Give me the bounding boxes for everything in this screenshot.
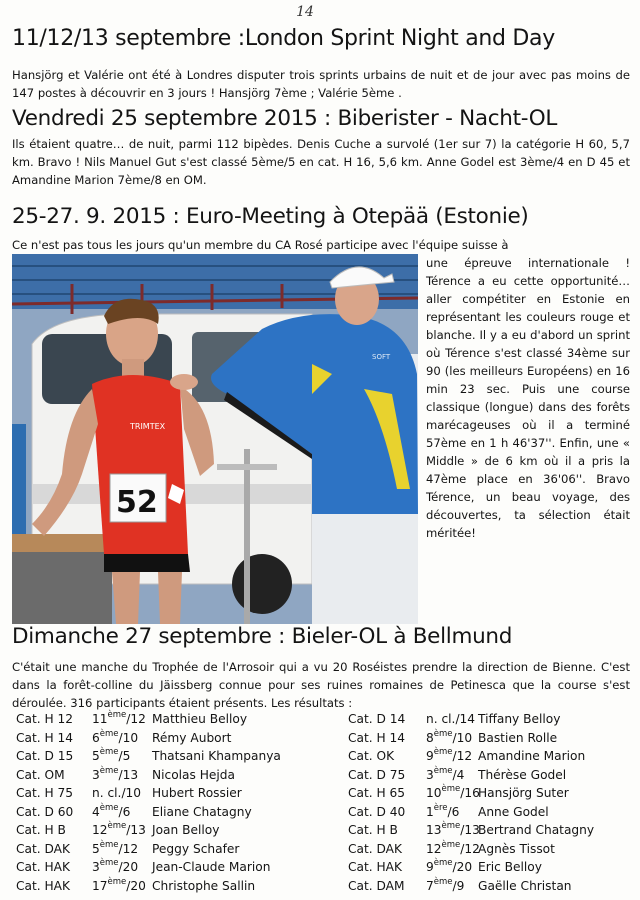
result-rank: 8ème/10 <box>426 728 473 745</box>
result-rank: 12ème/12 <box>426 839 480 856</box>
result-category: Cat. D 15 <box>16 749 74 763</box>
result-category: Cat. D 14 <box>348 712 406 726</box>
result-category: Cat. H 65 <box>348 786 406 800</box>
result-category: Cat. D 60 <box>16 804 74 819</box>
result-row: Cat. H 14 6ème/10 Rémy Aubort <box>16 729 152 748</box>
result-rank: 11ème/12 <box>92 710 146 726</box>
result-row: Cat. HAK 9ème/20 Eric Belloy <box>348 858 478 877</box>
result-category: Cat. DAK <box>348 841 403 856</box>
result-row: Cat. D 14 n. cl./14 Tiffany Belloy <box>348 710 478 729</box>
result-rank: 3ème/20 <box>92 858 139 874</box>
result-row: Cat. HAK 3ème/20 Jean-Claude Marion <box>16 858 152 877</box>
section-intro-euro-meeting: Ce n'est pas tous les jours qu'un membre du CA Rosé participe avec l'équipe suisse à <box>12 238 509 252</box>
result-rank: 9ème/20 <box>426 858 473 874</box>
result-row: Cat. D 15 5ème/5 Thatsani Khampanya <box>16 747 152 766</box>
result-category: Cat. H B <box>16 823 66 837</box>
result-row: Cat. H 65 10ème/16 Hansjörg Suter <box>348 784 478 803</box>
result-category: Cat. D 40 <box>348 804 406 819</box>
section-text-bieler-ol: C'était une manche du Trophée de l'Arrosoir qui a vu 20 Roséistes prendre la direction de Bienne. C'est dans la forêt-colline du Jäissberg connue pour ses ruines romaines de Petinesca que la course s'est déroulée. 316 participants étaient présents. Les résultats : <box>12 660 630 710</box>
result-row: Cat. H 75 n. cl./10 Hubert Rossier <box>16 784 152 803</box>
runner-shirt-logo: TRIMTEX <box>130 422 166 431</box>
result-category: Cat. DAK <box>16 841 71 856</box>
result-row: Cat. H 14 8ème/10 Bastien Rolle <box>348 729 478 748</box>
runner-photo <box>12 254 418 624</box>
result-rank: 4ème/6 <box>92 802 131 819</box>
result-row: Cat. DAM 7ème/9 Gaëlle Christan <box>348 877 478 896</box>
section-text-london-sprint: Hansjörg et Valérie ont été à Londres disputer trois sprints urbains de nuit et de jour avec pas moins de 147 postes à découvrir en 3 jours ! Hansjörg 7ème ; Valérie 5ème . <box>12 68 630 100</box>
result-rank: 5ème/5 <box>92 747 131 763</box>
result-rank: 5ème/12 <box>92 839 139 856</box>
result-category: Cat. HAK <box>348 860 402 874</box>
result-category: Cat. H 12 <box>16 712 74 726</box>
section-title-london-sprint: 11/12/13 septembre :London Sprint Night and Day <box>12 26 555 51</box>
result-row: Cat. HAK 17ème/20 Christophe Sallin <box>16 877 152 896</box>
result-rank: 9ème/12 <box>426 747 473 763</box>
results-column-left <box>16 710 281 895</box>
section-title-euro-meeting: 25-27. 9. 2015 : Euro-Meeting à Otepää (Estonie) <box>12 204 529 229</box>
result-category: Cat. HAK <box>16 878 70 893</box>
results-column-right <box>348 710 595 895</box>
page-number: 14 <box>296 4 314 20</box>
section-title-biberister: Vendredi 25 septembre 2015 : Biberister - Nacht-OL <box>12 106 558 131</box>
result-rank: n. cl./10 <box>92 786 142 800</box>
result-category: Cat. H 75 <box>16 786 74 800</box>
runner-bib-number: 52 <box>116 485 158 520</box>
result-rank: 6ème/10 <box>92 728 139 745</box>
result-row: Cat. DAK 5ème/12 Peggy Schafer <box>16 840 152 859</box>
result-row: Cat. H B 13ème/13 Bertrand Chatagny <box>348 821 478 840</box>
result-rank: 13ème/13 <box>426 821 480 837</box>
result-row: Cat. D 75 3ème/4 Thérèse Godel <box>348 766 478 785</box>
section-title-bieler-ol: Dimanche 27 septembre : Bieler-OL à Bellmund <box>12 624 513 649</box>
result-row: Cat. D 40 1ère/6 Anne Godel <box>348 803 478 822</box>
coach-jacket-text: SOFT <box>372 353 391 361</box>
result-category: Cat. HAK <box>16 860 70 874</box>
result-category: Cat. H B <box>348 823 398 837</box>
result-rank: 10ème/16 <box>426 784 480 800</box>
result-row: Cat. DAK 12ème/12 Agnès Tissot <box>348 840 478 859</box>
result-category: Cat. DAM <box>348 878 405 893</box>
result-row: Cat. OK 9ème/12 Amandine Marion <box>348 747 478 766</box>
result-rank: 3ème/4 <box>426 765 465 782</box>
result-category: Cat. OM <box>16 767 65 782</box>
result-rank: 3ème/13 <box>92 765 139 782</box>
result-row: Cat. H 12 11ème/12 Matthieu Belloy <box>16 710 152 729</box>
result-rank: 1ère/6 <box>426 802 460 819</box>
result-category: Cat. OK <box>348 749 395 763</box>
result-rank: n. cl./14 <box>426 712 476 726</box>
result-category: Cat. D 75 <box>348 767 406 782</box>
result-rank: 12ème/13 <box>92 821 146 837</box>
result-category: Cat. H 14 <box>16 730 74 745</box>
result-row: Cat. OM 3ème/13 Nicolas Hejda <box>16 766 152 785</box>
section-text-biberister: Ils étaient quatre… de nuit, parmi 112 bipèdes. Denis Cuche a survolé (1er sur 7) la catégorie H 60, 5,7 km. Bravo ! Nils Manuel Gut s'est classé 5ème/5 en cat. H 16, 5,6 km. Anne Godel est 3ème/4 en D 45 et Amandine Marion 7ème/8 en OM. <box>12 137 630 187</box>
result-rank: 7ème/9 <box>426 876 465 893</box>
result-row: Cat. H B 12ème/13 Joan Belloy <box>16 821 152 840</box>
result-row: Cat. D 60 4ème/6 Eliane Chatagny <box>16 803 152 822</box>
result-rank: 17ème/20 <box>92 876 146 893</box>
section-text-euro-meeting: une épreuve internationale ! Térence a eu cette opportunité… aller compétiter en Estonie en représentant les couleurs rouge et blanche. Il y a eu d'abord un sprint où Térence s'est classé 34ème sur 90 (les meilleurs Européens) en 16 min 23 sec. Puis une course classique (longue) dans des forêts marécageuses où il a terminé 57ème en 1 h 46'37''. Enfin, une « Middle » de 6 km où il a pris la 47ème place en 36'06''. Bravo Térence, un beau voyage, des découvertes, ta sélection était méritée! <box>426 256 630 540</box>
result-category: Cat. H 14 <box>348 730 406 745</box>
